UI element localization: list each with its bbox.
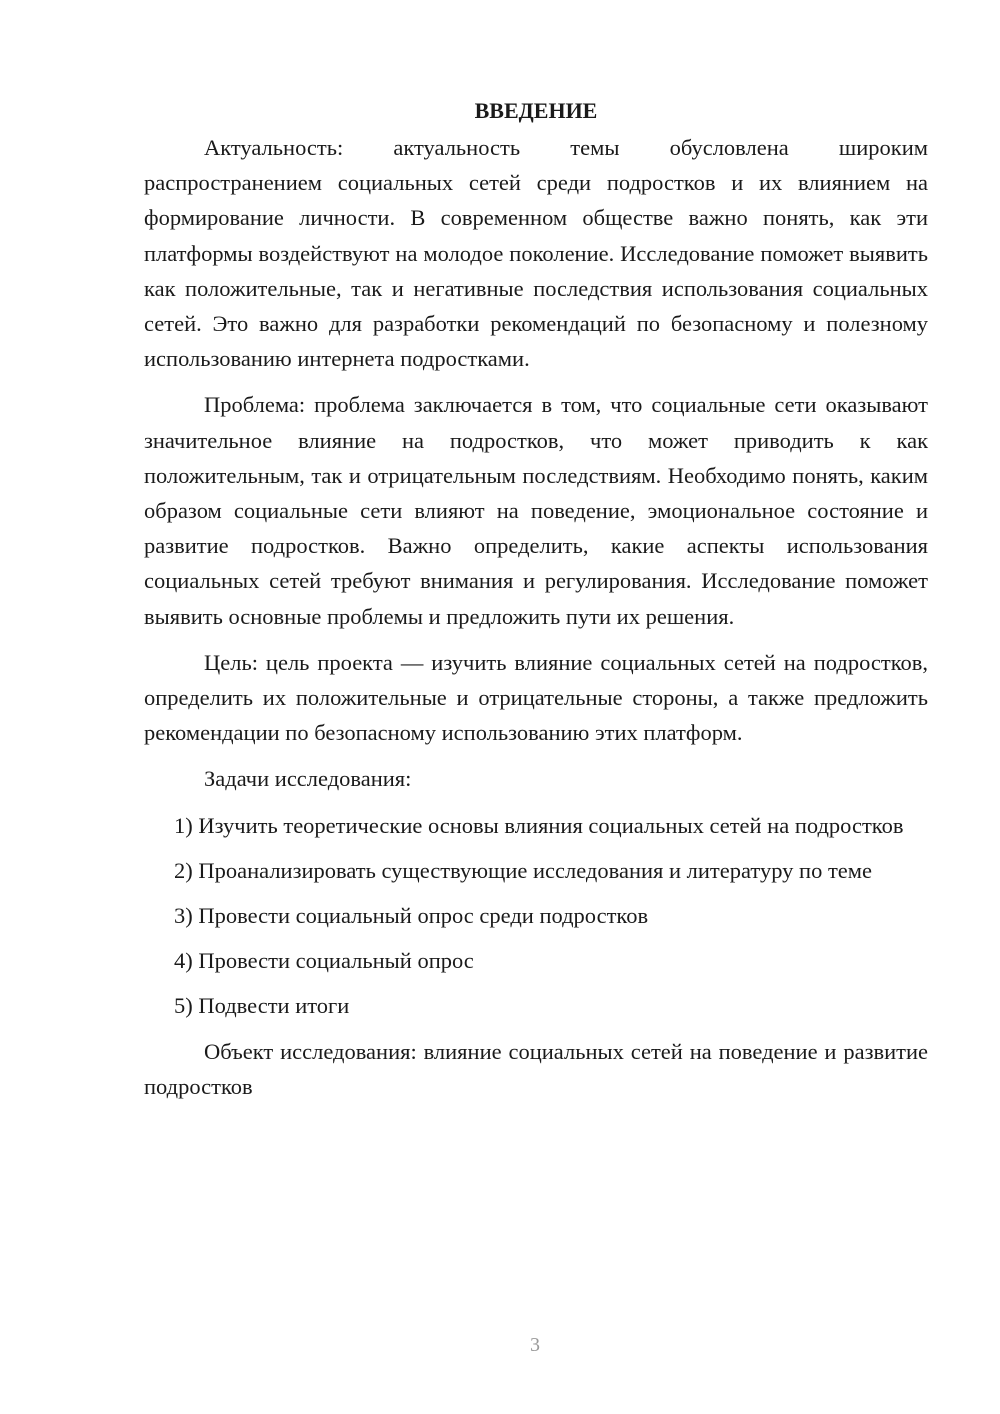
task-item-3: 3) Провести социальный опрос среди подростков bbox=[174, 903, 649, 929]
relevance-paragraph: Актуальность: актуальность темы обусловлена широким распространением социальных сетей среди подростков и их влиянием на формирование личности. В современном обществе важно понять, как эти платформы воздействуют на молодое поколение. Исследование поможет выявить как положительные, так и негативные последствия использования социальных сетей. Это важно для разработки рекомендаций по безопасному и полезному использованию интернета подростками. bbox=[144, 135, 928, 372]
problem-paragraph: Проблема: проблема заключается в том, что социальные сети оказывают значительное влияние на подростков, что может приводить к как положительным, так и отрицательным последствиям. Необходимо понять, каким образом социальные сети влияют на поведение, эмоциональное состояние и развитие подростков. Важно определить, какие аспекты использования социальных сетей требуют внимания и регулирования. Исследование поможет выявить основные проблемы и предложить пути их решения. bbox=[144, 392, 928, 629]
task-item-1: 1) Изучить теоретические основы влияния социальных сетей на подростков bbox=[174, 812, 904, 838]
goal-paragraph: Цель: цель проекта — изучить влияние социальных сетей на подростков, определить их положительные и отрицательные стороны, а также предложить рекомендации по безопасному использованию этих платформ. bbox=[144, 649, 928, 746]
section-title: ВВЕДЕНИЕ bbox=[474, 98, 598, 123]
research-object-paragraph: Объект исследования: влияние социальных сетей на поведение и развитие подростков bbox=[144, 1038, 928, 1099]
task-item-5: 5) Подвести итоги bbox=[174, 993, 350, 1019]
tasks-heading: Задачи исследования: bbox=[204, 766, 412, 792]
task-item-4: 4) Провести социальный опрос bbox=[174, 948, 474, 974]
page-number: 3 bbox=[530, 1334, 540, 1356]
document-page bbox=[144, 96, 928, 1115]
task-item-2: 2) Проанализировать существующие исследования и литературу по теме bbox=[174, 857, 872, 883]
